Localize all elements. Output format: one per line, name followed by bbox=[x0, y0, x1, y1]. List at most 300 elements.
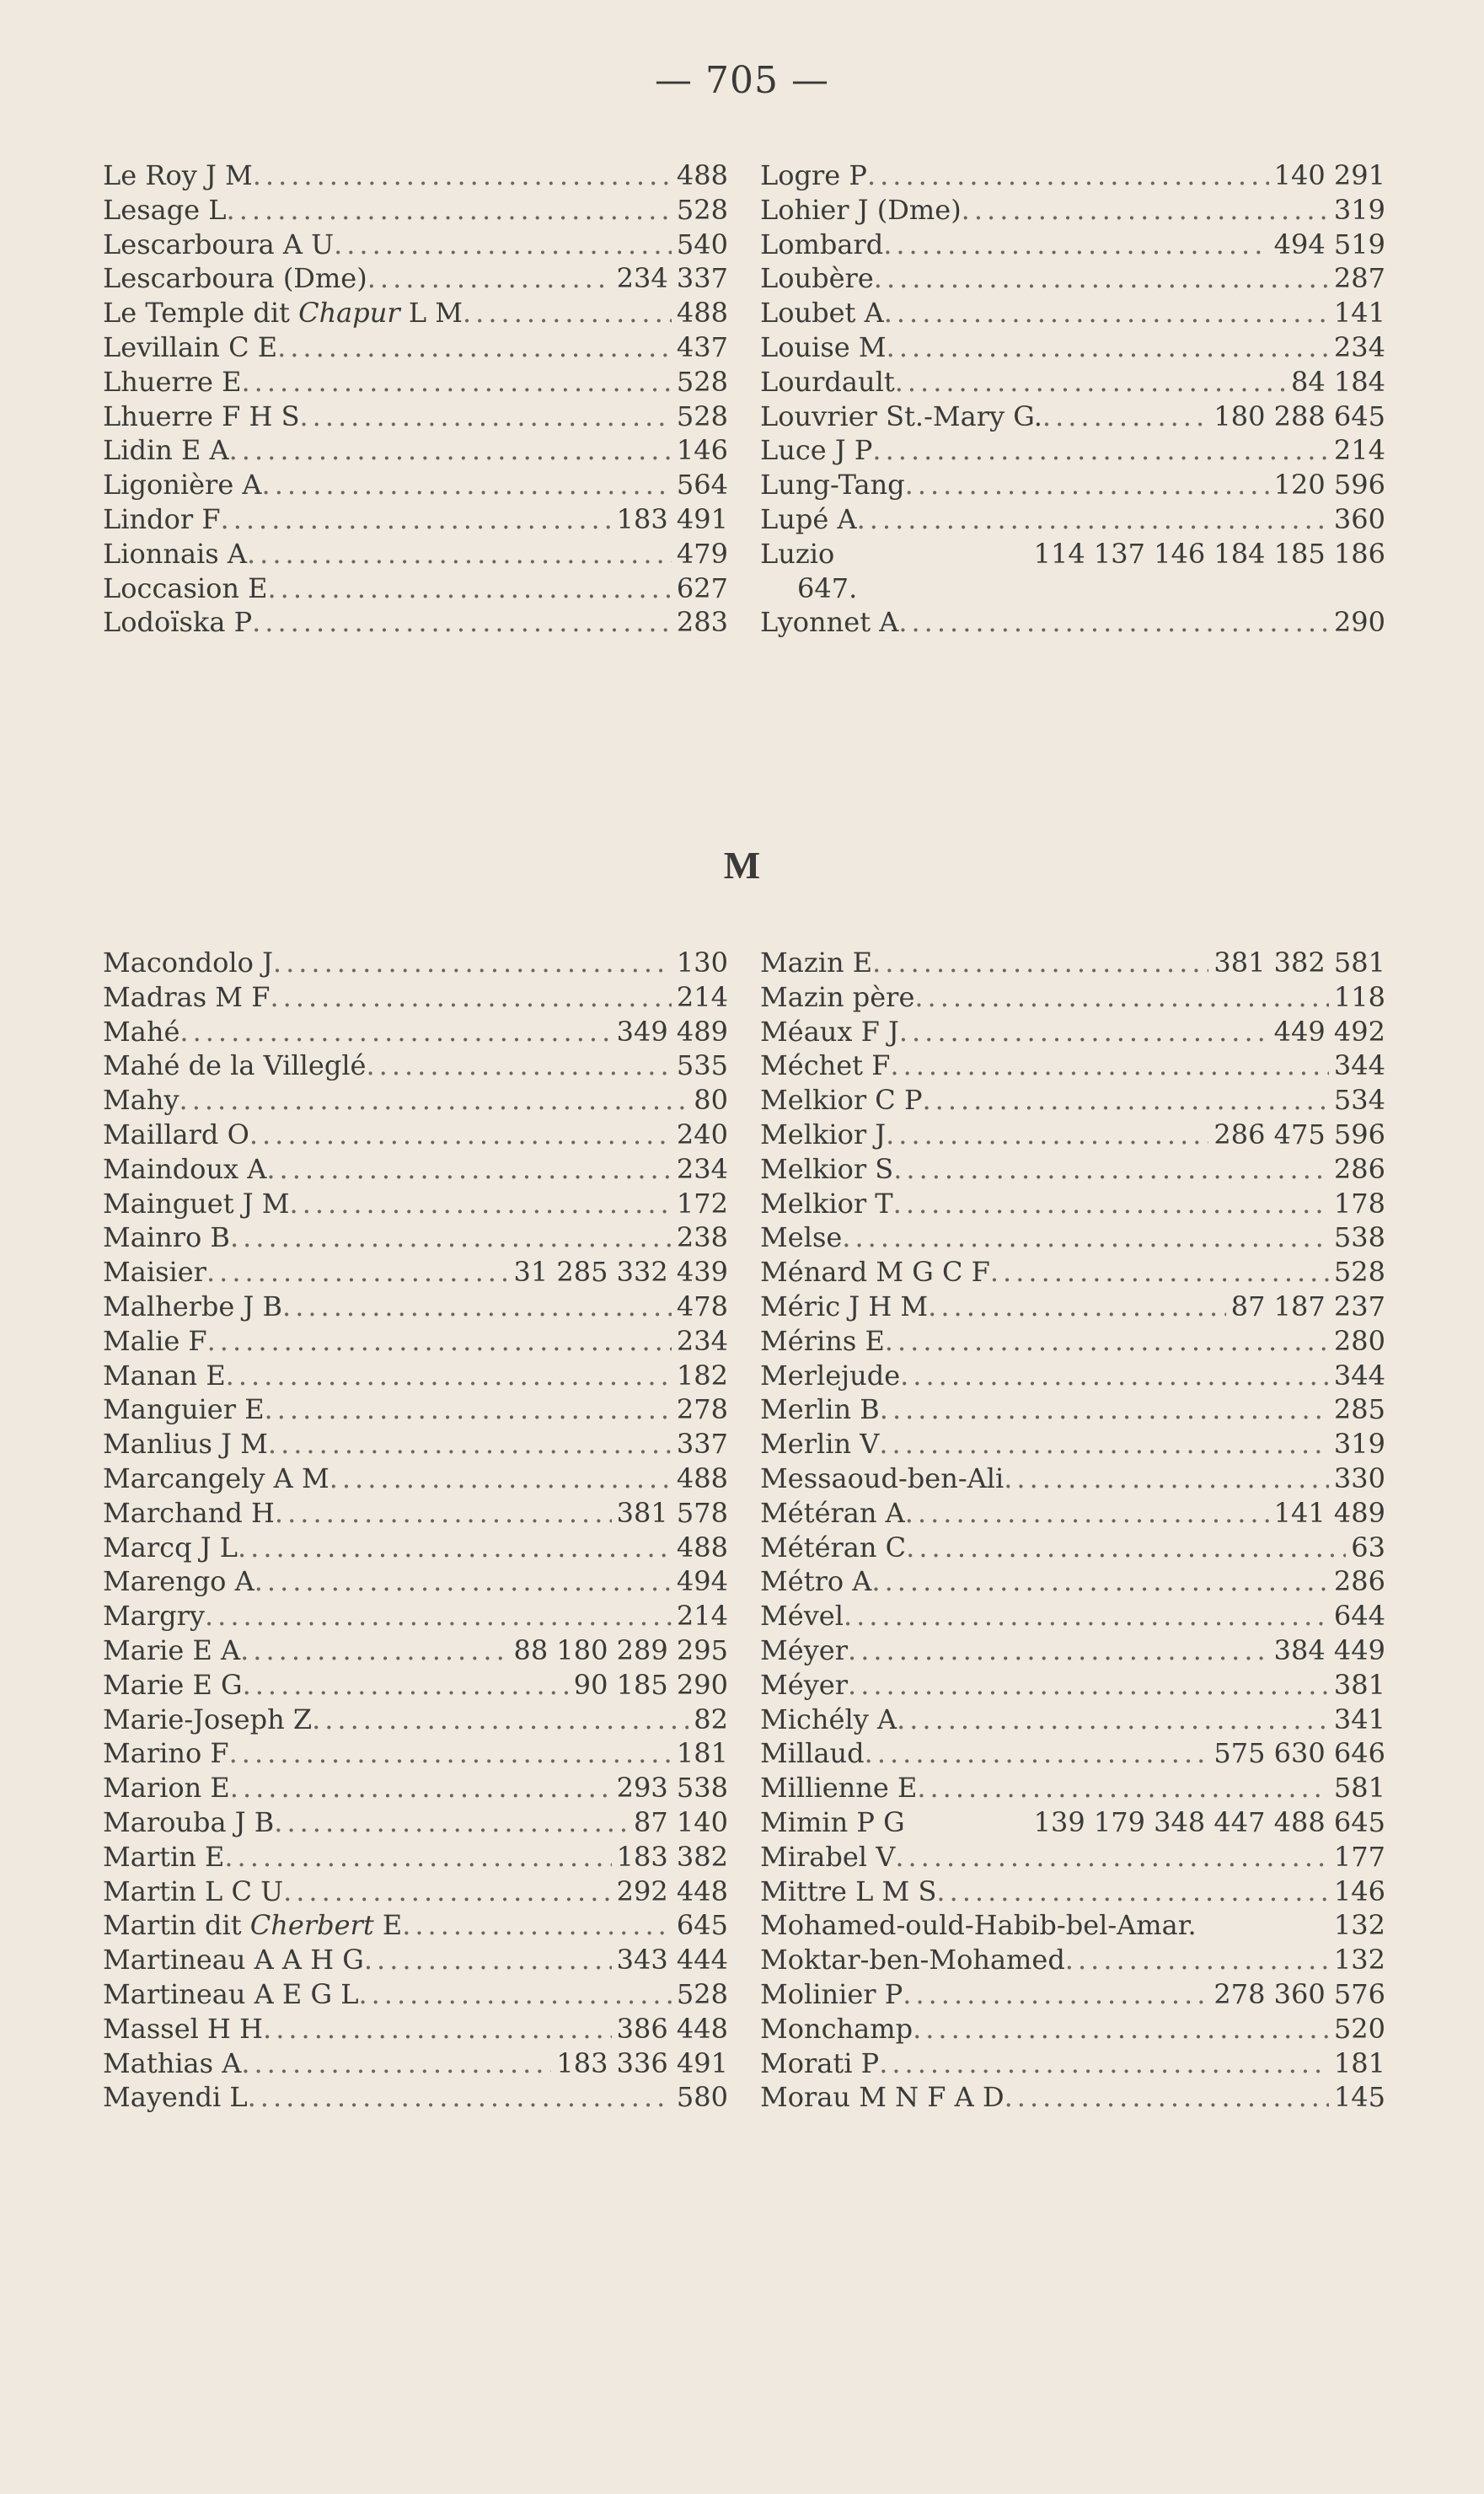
entry-name-italic: Cherbert bbox=[249, 1909, 374, 1942]
dot-leader bbox=[893, 1187, 1329, 1221]
index-entry bbox=[760, 1015, 1385, 1049]
entry-pages: 330 bbox=[1333, 1462, 1385, 1494]
entry-name: Marcq J L bbox=[103, 1531, 238, 1563]
dot-leader bbox=[895, 1840, 1329, 1875]
entry-pages: 140 291 bbox=[1273, 159, 1385, 191]
entry-pages: 214 bbox=[676, 1600, 728, 1633]
entry-pages: 337 bbox=[676, 1428, 728, 1461]
entry-pages: 488 bbox=[676, 1531, 728, 1563]
entry-pages: 88 180 289 295 bbox=[513, 1633, 728, 1666]
entry-pages: 63 bbox=[1351, 1531, 1385, 1563]
dot-leader bbox=[229, 433, 672, 468]
entry-name: Lidin E A bbox=[103, 434, 229, 467]
entry-name: Maisier bbox=[103, 1256, 206, 1289]
index-entry bbox=[103, 1875, 728, 1909]
entry-name: Le Roy J M bbox=[103, 159, 253, 191]
index-entry bbox=[103, 1736, 728, 1771]
index-entry bbox=[760, 228, 1385, 262]
entry-pages: 87 140 bbox=[634, 1805, 728, 1838]
index-entry bbox=[760, 330, 1385, 365]
dot-leader bbox=[358, 1977, 671, 2012]
entry-name: Massel H H bbox=[103, 2012, 264, 2045]
entry-name: Melkior S bbox=[760, 1152, 894, 1185]
entry-name: Macondolo J bbox=[103, 947, 273, 979]
index-entry bbox=[760, 193, 1385, 228]
entry-name: Méyer bbox=[760, 1668, 849, 1701]
entry-pages: 478 bbox=[676, 1290, 728, 1322]
index-entry bbox=[760, 1152, 1385, 1187]
entry-pages: 520 bbox=[1333, 2012, 1385, 2045]
index-entry bbox=[103, 1187, 728, 1221]
entry-name: Martin E bbox=[103, 1840, 225, 1873]
index-entry bbox=[103, 1290, 728, 1324]
entry-pages: 349 489 bbox=[616, 1015, 728, 1048]
dot-leader bbox=[872, 946, 1208, 980]
index-entry bbox=[103, 1599, 728, 1633]
dot-leader bbox=[179, 1015, 611, 1049]
entry-name: Martineau A A H G bbox=[103, 1944, 364, 1976]
index-entry bbox=[760, 1564, 1385, 1599]
index-entry bbox=[760, 1118, 1385, 1152]
entry-name: Mével bbox=[760, 1600, 844, 1633]
index-entry bbox=[103, 1015, 728, 1049]
index-entry bbox=[760, 2080, 1385, 2115]
entry-pages: 343 444 bbox=[616, 1944, 728, 1976]
index-entry bbox=[760, 1943, 1385, 1977]
dot-leader bbox=[848, 1633, 1269, 1668]
index-entry bbox=[103, 1496, 728, 1531]
dot-leader bbox=[224, 1840, 611, 1875]
entry-name: Méchet F bbox=[760, 1049, 891, 1082]
dot-leader bbox=[990, 1255, 1329, 1290]
dot-leader bbox=[880, 1392, 1329, 1427]
index-entry bbox=[103, 1977, 728, 2012]
entry-name: Mainguet J M bbox=[103, 1187, 290, 1220]
entry-pages: 645 bbox=[676, 1909, 728, 1942]
entry-name: Luce J P bbox=[760, 434, 873, 467]
entry-pages: 172 bbox=[676, 1187, 728, 1220]
index-entry bbox=[760, 571, 1385, 606]
dot-leader bbox=[205, 1599, 672, 1633]
entry-name: Mahy bbox=[103, 1084, 179, 1117]
dot-leader bbox=[249, 1118, 672, 1152]
entry-pages: 540 bbox=[676, 228, 728, 260]
entry-name: Mahé bbox=[103, 1015, 180, 1048]
dot-leader bbox=[226, 1359, 672, 1393]
index-entry bbox=[760, 1392, 1385, 1427]
entry-name: Mathias A bbox=[103, 2046, 242, 2079]
dot-leader bbox=[872, 433, 1329, 468]
index-entry bbox=[103, 193, 728, 228]
index-entry bbox=[760, 1633, 1385, 1668]
index-entry bbox=[103, 468, 728, 502]
index-column-m-left bbox=[103, 946, 728, 2115]
index-entry bbox=[103, 605, 728, 640]
dot-leader bbox=[334, 228, 672, 262]
entry-pages: 494 bbox=[676, 1565, 728, 1598]
index-entry bbox=[760, 296, 1385, 330]
dot-leader bbox=[268, 571, 672, 606]
index-entry bbox=[760, 1599, 1385, 1633]
entry-name: Lodoïska P bbox=[103, 606, 253, 639]
entry-name: Météran C bbox=[760, 1531, 907, 1563]
dot-leader bbox=[274, 1805, 629, 1840]
entry-name: Melkior T bbox=[760, 1187, 893, 1220]
index-entry bbox=[760, 468, 1385, 502]
entry-name: Madras M F bbox=[103, 980, 271, 1013]
entry-pages: 534 bbox=[1333, 1084, 1385, 1117]
dot-leader bbox=[230, 1220, 672, 1255]
entry-pages: 214 bbox=[676, 980, 728, 1013]
entry-pages: 488 bbox=[676, 1462, 728, 1494]
dot-leader bbox=[879, 1427, 1329, 1462]
entry-name: Melse bbox=[760, 1221, 843, 1254]
index-entry bbox=[760, 1840, 1385, 1875]
index-entry bbox=[103, 1462, 728, 1496]
index-entry bbox=[103, 2012, 728, 2046]
entry-pages: 141 489 bbox=[1273, 1496, 1385, 1529]
entry-name: Melkior C P bbox=[760, 1084, 923, 1117]
index-entry bbox=[103, 1771, 728, 1805]
entry-name: Levillain C E bbox=[103, 330, 278, 363]
page-number: — 705 — bbox=[655, 59, 829, 102]
entry-pages: 90 185 290 bbox=[573, 1668, 728, 1701]
entry-pages: 528 bbox=[676, 365, 728, 398]
index-entry bbox=[103, 571, 728, 606]
index-entry bbox=[760, 1668, 1385, 1703]
dot-leader bbox=[898, 605, 1329, 640]
entry-pages: 449 492 bbox=[1273, 1015, 1385, 1048]
dot-leader bbox=[247, 537, 672, 571]
index-entry bbox=[760, 1496, 1385, 1531]
index-entry bbox=[760, 946, 1385, 980]
dot-leader bbox=[240, 1633, 508, 1668]
dot-leader bbox=[897, 1703, 1329, 1737]
entry-pages: 580 bbox=[676, 2081, 728, 2114]
entry-pages: 360 bbox=[1333, 502, 1385, 535]
dot-leader bbox=[900, 1359, 1329, 1393]
dot-leader bbox=[848, 1668, 1329, 1703]
dot-leader bbox=[865, 1736, 1209, 1771]
index-entry bbox=[103, 296, 728, 330]
index-entry bbox=[103, 1427, 728, 1462]
index-entry bbox=[760, 1083, 1385, 1118]
entry-name: Lombard bbox=[760, 228, 884, 260]
entry-name: Maillard O bbox=[103, 1118, 249, 1150]
entry-name: 647. bbox=[797, 571, 858, 604]
index-entry bbox=[760, 1531, 1385, 1565]
dot-leader bbox=[277, 330, 672, 365]
entry-name: Morau M N F A D bbox=[760, 2081, 1005, 2114]
entry-pages: 290 bbox=[1333, 606, 1385, 639]
entry-pages: 130 bbox=[676, 947, 728, 979]
entry-name: Marchand H bbox=[103, 1496, 275, 1529]
entry-name: Méyer bbox=[760, 1633, 849, 1666]
entry-name: Marouba J B bbox=[103, 1805, 275, 1838]
entry-name: Lourdault bbox=[760, 365, 895, 398]
index-entry bbox=[760, 433, 1385, 468]
dot-leader bbox=[463, 296, 672, 330]
index-entry bbox=[103, 1324, 728, 1359]
entry-name: Martin L C U bbox=[103, 1875, 284, 1907]
dot-leader bbox=[1005, 2080, 1329, 2115]
entry-name: Mahé de la Villeglé bbox=[103, 1049, 367, 1082]
dot-leader bbox=[905, 1496, 1269, 1531]
entry-name: Lesage L bbox=[103, 193, 227, 226]
entry-name: Luzio bbox=[760, 537, 835, 570]
dot-leader bbox=[229, 1736, 672, 1771]
index-entry bbox=[760, 1427, 1385, 1462]
index-entry bbox=[103, 228, 728, 262]
dot-leader bbox=[883, 228, 1268, 262]
index-entry bbox=[103, 1083, 728, 1118]
entry-name: Méaux F J bbox=[760, 1015, 899, 1048]
entry-name: Martineau A E G L bbox=[103, 1977, 359, 2010]
dot-leader bbox=[268, 1427, 672, 1462]
index-entry bbox=[103, 1049, 728, 1083]
index-entry bbox=[103, 1392, 728, 1427]
entry-pages: 238 bbox=[676, 1221, 728, 1254]
entry-pages: 286 bbox=[1333, 1152, 1385, 1185]
dot-leader bbox=[886, 1118, 1208, 1152]
entry-pages: 278 bbox=[676, 1393, 728, 1426]
dot-leader bbox=[282, 1290, 672, 1324]
dot-leader bbox=[844, 1599, 1329, 1633]
index-entry bbox=[103, 1152, 728, 1187]
index-entry bbox=[103, 1840, 728, 1875]
entry-name: Moktar-ben-Mohamed bbox=[760, 1944, 1065, 1976]
dot-leader bbox=[936, 1875, 1329, 1909]
index-entry bbox=[103, 1805, 728, 1840]
entry-name: Marcangely A M bbox=[103, 1462, 329, 1494]
entry-name: Morati P bbox=[760, 2046, 880, 2079]
dot-leader bbox=[867, 158, 1269, 193]
dot-leader bbox=[290, 1187, 672, 1221]
entry-name: Molinier P bbox=[760, 1977, 903, 2010]
entry-pages: 528 bbox=[676, 193, 728, 226]
entry-pages: 234 bbox=[676, 1324, 728, 1357]
index-entry bbox=[103, 330, 728, 365]
index-entry bbox=[103, 1908, 728, 1943]
entry-name: Mohamed-ould-Habib-bel-Amar. bbox=[760, 1909, 1197, 1942]
entry-name: Mittre L M S bbox=[760, 1875, 937, 1907]
entry-pages: 183 382 bbox=[616, 1840, 728, 1873]
dot-leader bbox=[241, 2046, 551, 2081]
entry-pages: 87 187 237 bbox=[1230, 1290, 1385, 1322]
entry-pages: 180 288 645 bbox=[1213, 400, 1385, 432]
entry-pages: 293 538 bbox=[616, 1772, 728, 1805]
entry-pages: 488 bbox=[676, 159, 728, 191]
entry-name: Merlin B bbox=[760, 1393, 880, 1426]
dot-leader bbox=[207, 1324, 672, 1359]
index-entry bbox=[103, 537, 728, 571]
entry-name: Martin dit Cherbert E bbox=[103, 1909, 403, 1942]
entry-name: Melkior J bbox=[760, 1118, 887, 1150]
dot-leader bbox=[842, 1220, 1329, 1255]
index-entry bbox=[103, 158, 728, 193]
entry-pages: 381 bbox=[1333, 1668, 1385, 1701]
entry-pages: 141 bbox=[1333, 297, 1385, 330]
entry-name: Merlin V bbox=[760, 1428, 880, 1461]
entry-name: Loccasion E bbox=[103, 571, 268, 604]
index-entry bbox=[760, 400, 1385, 434]
entry-pages: 120 596 bbox=[1273, 469, 1385, 501]
dot-leader bbox=[312, 1703, 688, 1737]
dot-leader bbox=[263, 2012, 612, 2046]
dot-leader bbox=[329, 1462, 672, 1496]
dot-leader bbox=[917, 1771, 1329, 1805]
entry-name: Métro A bbox=[760, 1565, 872, 1598]
dot-leader bbox=[241, 365, 671, 400]
dot-leader bbox=[1004, 1462, 1329, 1496]
entry-pages: 488 bbox=[676, 297, 728, 330]
entry-name: Mainro B bbox=[103, 1221, 230, 1254]
index-entry bbox=[103, 1359, 728, 1393]
entry-suffix: . bbox=[1187, 1909, 1197, 1942]
entry-name-italic: Chapur bbox=[298, 297, 400, 330]
index-entry bbox=[103, 1531, 728, 1565]
entry-pages: 535 bbox=[676, 1049, 728, 1082]
dot-leader bbox=[895, 365, 1286, 400]
entry-name: Marino F bbox=[103, 1737, 229, 1770]
entry-pages: 494 519 bbox=[1273, 228, 1385, 260]
index-entry bbox=[760, 1359, 1385, 1393]
index-entry bbox=[760, 1703, 1385, 1737]
dot-leader bbox=[248, 2080, 672, 2115]
index-entry bbox=[103, 1703, 728, 1737]
entry-pages: 538 bbox=[1333, 1221, 1385, 1254]
entry-pages: 80 bbox=[694, 1084, 728, 1117]
index-entry bbox=[760, 1805, 1385, 1840]
index-entry bbox=[103, 400, 728, 434]
entry-name: Merlejude bbox=[760, 1359, 901, 1392]
entry-name: Mirabel V bbox=[760, 1840, 896, 1873]
dot-leader bbox=[238, 1531, 672, 1565]
entry-pages: 181 bbox=[676, 1737, 728, 1770]
entry-name: Lohier J (Dme) bbox=[760, 193, 962, 226]
dot-leader bbox=[906, 1531, 1346, 1565]
entry-name: Mimin P G bbox=[760, 1805, 905, 1838]
entry-pages: 286 475 596 bbox=[1213, 1118, 1385, 1150]
dot-leader bbox=[243, 1668, 569, 1703]
section-letter-heading: M bbox=[723, 844, 761, 887]
entry-pages: 82 bbox=[694, 1703, 728, 1735]
index-entry bbox=[103, 980, 728, 1015]
entry-name: Loubère bbox=[760, 262, 874, 295]
dot-leader bbox=[903, 1977, 1208, 2012]
dot-leader bbox=[270, 980, 671, 1015]
entry-name: Méric J H M bbox=[760, 1290, 929, 1322]
dot-leader bbox=[265, 1392, 672, 1427]
index-entry bbox=[760, 1220, 1385, 1255]
dot-leader bbox=[266, 1152, 672, 1187]
dot-leader bbox=[893, 1152, 1329, 1187]
entry-pages: 564 bbox=[676, 469, 728, 501]
dot-leader bbox=[879, 2046, 1329, 2081]
dot-leader bbox=[905, 468, 1269, 502]
entry-name: Lung-Tang bbox=[760, 469, 905, 501]
dot-leader bbox=[366, 1049, 671, 1083]
entry-pages: 234 bbox=[676, 1152, 728, 1185]
entry-name: Maindoux A bbox=[103, 1152, 267, 1185]
entry-pages: 344 bbox=[1333, 1049, 1385, 1082]
entry-pages: 581 bbox=[1333, 1772, 1385, 1805]
index-entry bbox=[760, 1187, 1385, 1221]
index-entry bbox=[103, 1255, 728, 1290]
index-entry bbox=[760, 1908, 1385, 1943]
dot-leader bbox=[913, 2012, 1329, 2046]
entry-pages: 575 630 646 bbox=[1213, 1737, 1385, 1770]
dot-leader bbox=[275, 1496, 612, 1531]
entry-pages: 177 bbox=[1333, 1840, 1385, 1873]
entry-name: Logre P bbox=[760, 159, 867, 191]
entry-name: Lhuerre E bbox=[103, 365, 242, 398]
entry-name: Marion E bbox=[103, 1772, 230, 1805]
index-entry bbox=[760, 2046, 1385, 2081]
entry-pages: 278 360 576 bbox=[1213, 1977, 1385, 2010]
index-entry bbox=[760, 980, 1385, 1015]
index-entry bbox=[103, 2046, 728, 2081]
entry-pages: 344 bbox=[1333, 1359, 1385, 1392]
dot-leader bbox=[962, 193, 1329, 228]
entry-name: Lindor F bbox=[103, 502, 221, 535]
entry-name: Le Temple dit Chapur L M bbox=[103, 297, 463, 330]
entry-pages: 381 382 581 bbox=[1213, 947, 1385, 979]
dot-leader bbox=[884, 296, 1329, 330]
entry-pages: 280 bbox=[1333, 1324, 1385, 1357]
entry-name: Messaoud-ben-Ali bbox=[760, 1462, 1005, 1494]
index-entry bbox=[103, 1633, 728, 1668]
entry-name: Lescarboura A U bbox=[103, 228, 335, 260]
index-entry bbox=[760, 1049, 1385, 1083]
index-entry bbox=[103, 261, 728, 296]
index-entry bbox=[760, 502, 1385, 537]
entry-pages: 285 bbox=[1333, 1393, 1385, 1426]
entry-pages: 319 bbox=[1333, 1428, 1385, 1461]
index-entry bbox=[760, 2012, 1385, 2046]
dot-leader bbox=[871, 1564, 1329, 1599]
entry-pages: 146 bbox=[676, 434, 728, 467]
dot-leader bbox=[221, 502, 612, 537]
entry-name: Manguier E bbox=[103, 1393, 265, 1426]
entry-pages: 528 bbox=[1333, 1256, 1385, 1289]
dot-leader bbox=[1042, 400, 1209, 434]
dot-leader bbox=[299, 400, 671, 434]
index-entry bbox=[760, 1875, 1385, 1909]
index-entry bbox=[103, 1118, 728, 1152]
index-entry bbox=[103, 946, 728, 980]
entry-pages: 479 bbox=[676, 537, 728, 570]
entry-name: Michély A bbox=[760, 1703, 897, 1735]
dot-leader bbox=[230, 1771, 612, 1805]
entry-pages: 118 bbox=[1333, 980, 1385, 1013]
entry-pages: 132 bbox=[1333, 1944, 1385, 1976]
index-entry bbox=[760, 605, 1385, 640]
index-entry bbox=[103, 1564, 728, 1599]
index-entry bbox=[103, 433, 728, 468]
entry-name: Lhuerre F H S bbox=[103, 400, 300, 432]
dot-leader bbox=[899, 1015, 1269, 1049]
index-entry bbox=[103, 365, 728, 400]
entry-pages: 145 bbox=[1333, 2081, 1385, 2114]
entry-name: Mazin père bbox=[760, 980, 915, 1013]
entry-pages: 139 179 348 447 488 645 bbox=[1033, 1805, 1385, 1838]
dot-leader bbox=[227, 193, 672, 228]
index-entry bbox=[760, 537, 1385, 571]
index-entry bbox=[760, 1462, 1385, 1496]
entry-name: Margry bbox=[103, 1600, 205, 1633]
index-entry bbox=[760, 1290, 1385, 1324]
